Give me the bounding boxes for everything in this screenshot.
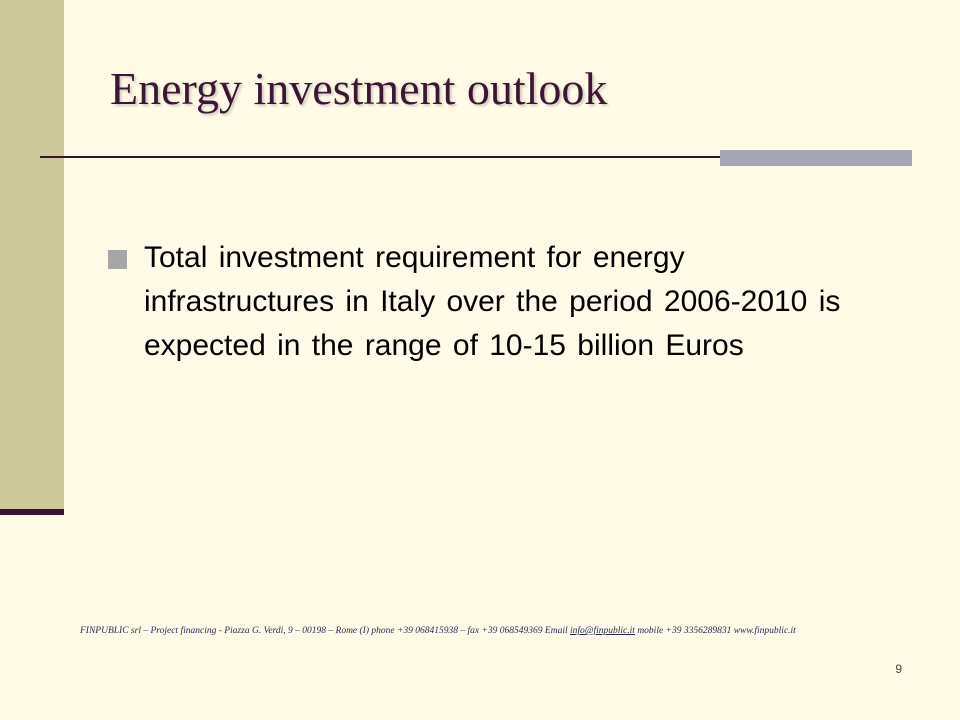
bullet-list	[108, 236, 878, 368]
title-underline-accent	[720, 150, 912, 166]
square-bullet-icon	[108, 250, 127, 269]
left-sidebar-accent-line	[0, 509, 64, 515]
left-sidebar-bar	[0, 0, 64, 512]
bullet-text: Total investment requirement for energy infrastructures in Italy over the period 2006-2010 is expected in the range of 10-15 billion Euros	[144, 241, 841, 362]
slide-title: Energy investment outlook	[110, 63, 608, 114]
page-number: 9	[895, 662, 902, 676]
footer-contact-info	[80, 626, 895, 636]
bullet-item	[108, 236, 878, 368]
footer-text-after-email: mobile +39 3356289831 www.finpublic.it	[634, 626, 796, 636]
footer-text-before-email: FINPUBLIC srl – Project financing - Piazza G. Verdi, 9 – 00198 – Rome (I) phone +39 068415938 – fax +39 068549369 Email	[80, 626, 570, 636]
footer-email-link[interactable]: info@finpublic.it	[569, 626, 635, 636]
